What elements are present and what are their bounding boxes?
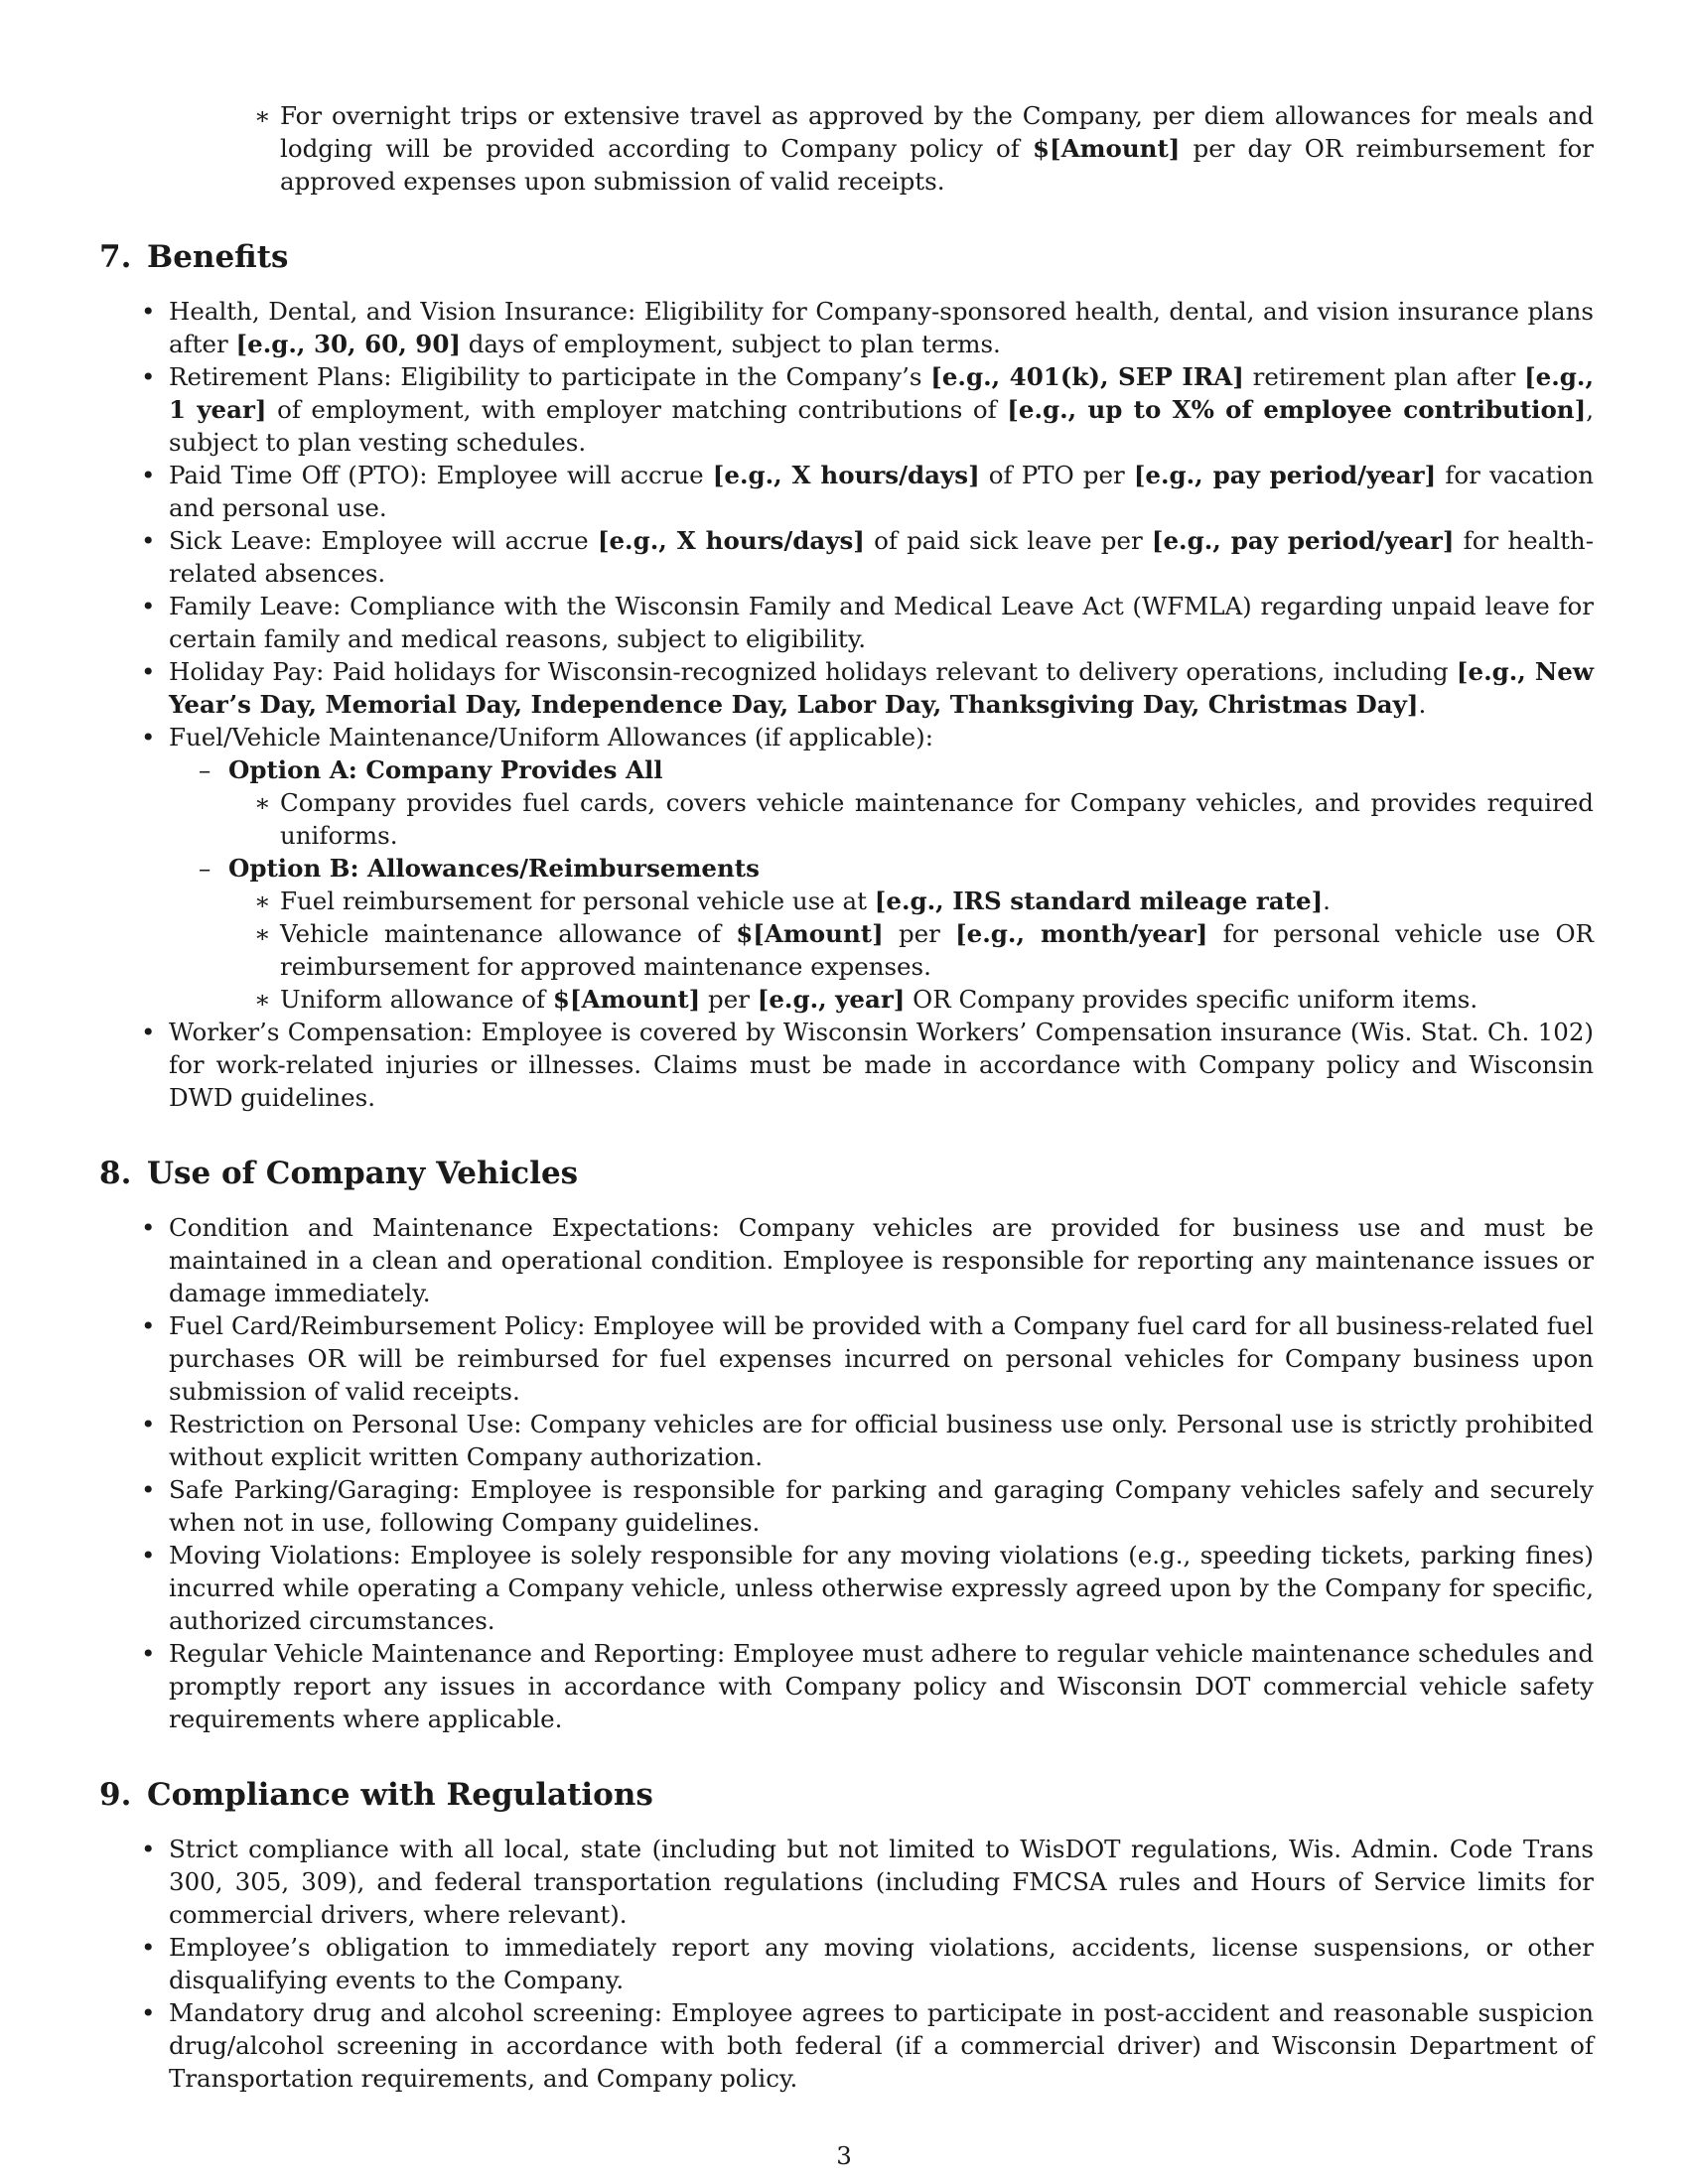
list-item: • Regular Vehicle Maintenance and Reporting: Employee must adhere to regular vehicle maintenance schedules and promptly report any issues in accordance with Company policy and Wisconsin DOT commercial vehicle safety requirements where applicable. [99,1637,1594,1735]
benefit-retirement: • Retirement Plans: Eligibility to participate in the Company’s [e.g., 401(k), SEP IRA] retirement plan after [e.g., 1 year] of employment, with employer matching contributions of [e.g., up to X% of employee contribution], subject to plan vesting schedules. [99,360,1594,459]
list-item: • Employee’s obligation to immediately report any moving violations, accidents, license suspensions, or other disqualifying events to the Company. [99,1931,1594,1996]
list-item: • Safe Parking/Garaging: Employee is responsible for parking and garaging Company vehicles safely and securely when not in use, following Company guidelines. [99,1473,1594,1539]
vehicles-list [99,1211,1594,1735]
benefits-list [99,295,1594,1114]
section-heading: 7. Benefits [99,239,289,275]
carryover-list [228,99,1594,198]
list-item: • Fuel Card/Reimbursement Policy: Employee will be provided with a Company fuel card for all business-related fuel purchases OR will be reimbursed for fuel expenses incurred on personal vehicles for Company business upon submission of valid receipts. [99,1309,1594,1408]
page-content [99,99,1594,2095]
option-a-list [228,786,1594,852]
section-heading: 9. Compliance with Regulations [99,1777,653,1813]
list-item: • Mandatory drug and alcohol screening: Employee agrees to participate in post-accident and reasonable suspicion drug/alcohol screening in accordance with both federal (if a commercial driver) and Wisconsin Department of Transportation requirements, and Company policy. [99,1996,1594,2095]
option-a: – Option A: Company Provides All ∗ Company provides fuel cards, covers vehicle maintenance for Company vehicles, and provides required uniforms. [169,753,1594,852]
compliance-list [99,1833,1594,2095]
option-b-uniform: ∗ Uniform allowance of $[Amount] per [e.g., year] OR Company provides specific uniform items. [228,983,1594,1016]
option-b: – Option B: Allowances/Reimbursements ∗ Fuel reimbursement for personal vehicle use at [e.g., IRS standard mileage rate]. ∗ Vehicle maintenance allowance of $[Amount] per [e.g., month/year] for personal vehicle use OR reimbursement for approved maintenance expenses. ∗ Uniform allowance of $[Amount] per [e.g., year] OR Company provides specific uniform items. [169,852,1594,1016]
option-b-fuel: ∗ Fuel reimbursement for personal vehicle use at [e.g., IRS standard mileage rate]. [228,885,1594,917]
list-item: • Moving Violations: Employee is solely responsible for any moving violations (e.g., speeding tickets, parking fines) incurred while operating a Company vehicle, unless otherwise expressly agreed upon by the Company for specific, authorized circumstances. [99,1539,1594,1637]
section-compliance [99,1775,1594,2095]
option-b-list [228,885,1594,1016]
list-item: • Condition and Maintenance Expectations: Company vehicles are provided for business use and must be maintained in a clean and operational condition. Employee is responsible for reporting any maintenance issues or damage immediately. [99,1211,1594,1309]
section-company-vehicles [99,1154,1594,1735]
per-diem-item: ∗ For overnight trips or extensive travel as approved by the Company, per diem allowances for meals and lodging will be provided according to Company policy of $[Amount] per day OR reimbursement for approved expenses upon submission of valid receipts. [228,99,1594,198]
benefit-family-leave: • Family Leave: Compliance with the Wisconsin Family and Medical Leave Act (WFMLA) regarding unpaid leave for certain family and medical reasons, subject to eligibility. [99,590,1594,655]
benefit-sick-leave: • Sick Leave: Employee will accrue [e.g., X hours/days] of paid sick leave per [e.g., pay period/year] for health-related absences. [99,524,1594,590]
list-item: • Restriction on Personal Use: Company vehicles are for official business use only. Personal use is strictly prohibited without explicit written Company authorization. [99,1408,1594,1473]
benefit-workers-comp: • Worker’s Compensation: Employee is covered by Wisconsin Workers’ Compensation insurance (Wis. Stat. Ch. 102) for work-related injuries or illnesses. Claims must be made in accordance with Company policy and Wisconsin DWD guidelines. [99,1016,1594,1114]
section-benefits [99,237,1594,1114]
section-heading: 8. Use of Company Vehicles [99,1156,579,1191]
benefit-pto: • Paid Time Off (PTO): Employee will accrue [e.g., X hours/days] of PTO per [e.g., pay period/year] for vacation and personal use. [99,459,1594,524]
option-a-item: ∗ Company provides fuel cards, covers vehicle maintenance for Company vehicles, and provides required uniforms. [228,786,1594,852]
allowance-options [169,753,1594,1016]
option-b-maintenance: ∗ Vehicle maintenance allowance of $[Amount] per [e.g., month/year] for personal vehicle use OR reimbursement for approved maintenance expenses. [228,917,1594,983]
page-number: 3 [836,2141,852,2170]
benefit-health: • Health, Dental, and Vision Insurance: Eligibility for Company-sponsored health, dental, and vision insurance plans after [e.g., 30, 60, 90] days of employment, subject to plan terms. [99,295,1594,360]
benefit-allowances: • Fuel/Vehicle Maintenance/Uniform Allowances (if applicable): – Option A: Company Provides All ∗ Company provides fuel cards, covers vehicle maintenance for Company vehicles, and provides required uniforms. – Option B: Allowances/Reimbursements ∗ Fuel reimbursement for personal vehicle use at [e.g., IRS standard mileage rate]. ∗ Vehicle maintenance allowance of $[Amount] per [e.g., month/year] for personal vehicle use OR reimbursement for approved maintenance expenses. ∗ Uniform allowance of $[Amount] per [e.g., year] OR Company provides specific uniform items. [99,721,1594,1016]
list-item: • Strict compliance with all local, state (including but not limited to WisDOT regulations, Wis. Admin. Code Trans 300, 305, 309), and federal transportation regulations (including FMCSA rules and Hours of Service limits for commercial drivers, where relevant). [99,1833,1594,1931]
benefit-holiday-pay: • Holiday Pay: Paid holidays for Wisconsin-recognized holidays relevant to delivery operations, including [e.g., New Year’s Day, Memorial Day, Independence Day, Labor Day, Thanksgiving Day, Christmas Day]. [99,655,1594,721]
